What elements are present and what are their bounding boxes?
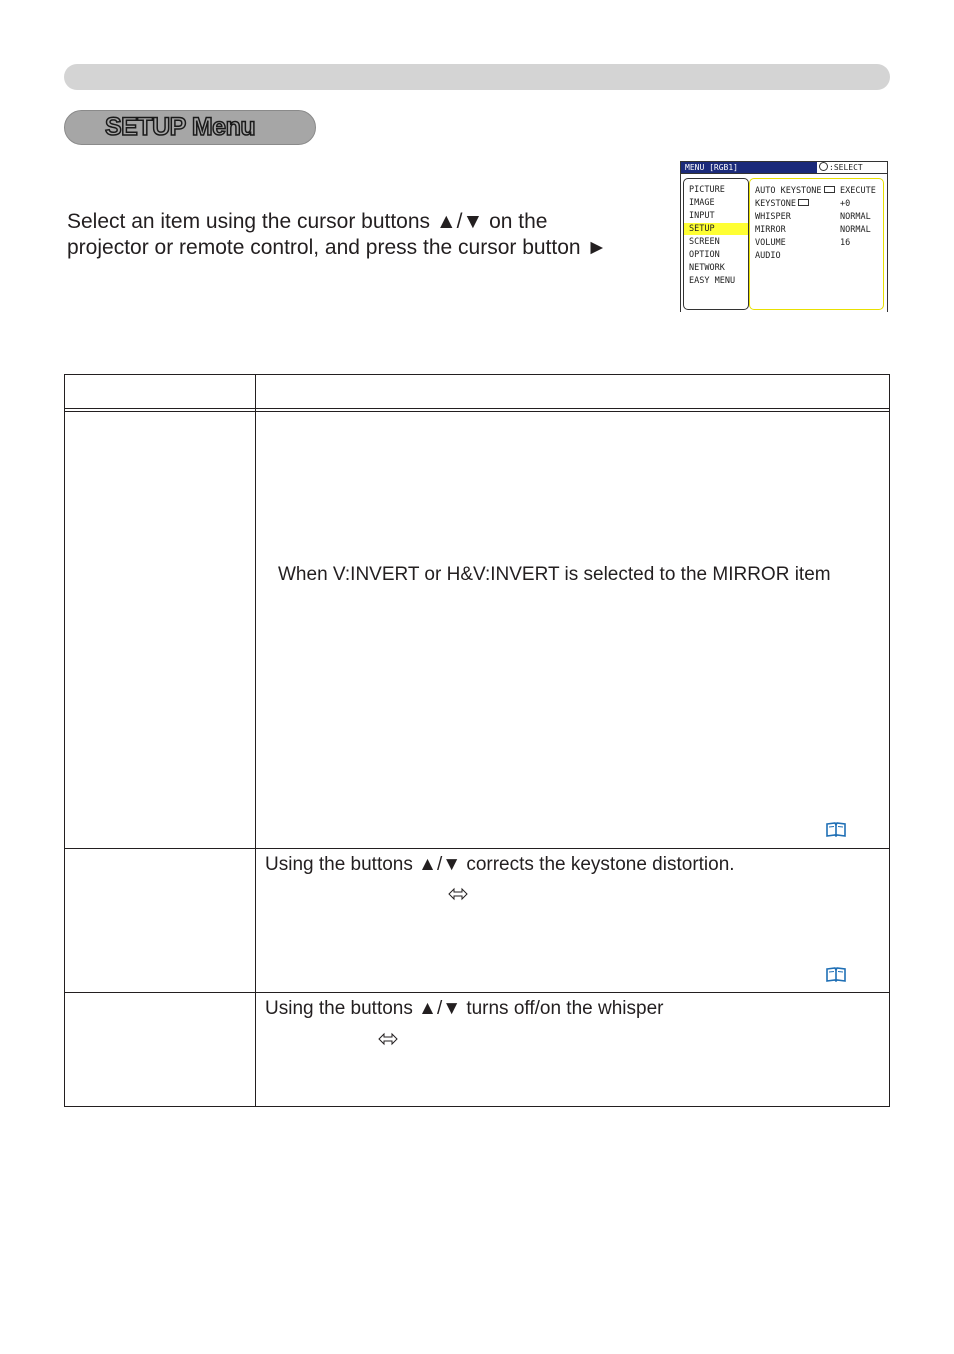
select-knob-icon [819, 162, 828, 171]
osd-header-hint [819, 162, 863, 173]
osd-header-title: MENU [RGB1] [681, 162, 817, 173]
osd-frame-left [680, 174, 681, 312]
mirror-note: When V:INVERT or H&V:INVERT is selected to the MIRROR item [278, 564, 831, 585]
row-divider [65, 848, 889, 849]
header-bar [64, 64, 890, 90]
header-rule [65, 408, 889, 409]
osd-frame-right [887, 174, 888, 312]
keystone-description: Using the buttons ▲/▼ corrects the keystone distortion. [265, 854, 735, 875]
setup-items-table [64, 374, 890, 1107]
osd-submenu-item[interactable]: VOLUME [755, 238, 786, 248]
osd-submenu-item[interactable]: AUDIO [755, 251, 781, 261]
osd-submenu-item[interactable] [755, 198, 809, 210]
keystone-icon [798, 199, 809, 206]
osd-menu-item[interactable]: PICTURE [689, 185, 725, 195]
book-icon[interactable] [826, 822, 846, 837]
whisper-description: Using the buttons ▲/▼ turns off/on the whisper [265, 998, 664, 1019]
osd-menu-screenshot [680, 161, 888, 312]
osd-menu-item-selected[interactable]: SETUP [684, 223, 748, 235]
section-title: SETUP Menu [105, 113, 256, 141]
osd-submenu-value: 16 [840, 238, 851, 248]
osd-menu-item[interactable]: OPTION [689, 250, 720, 260]
osd-header-hint-label: :SELECT [829, 163, 863, 172]
osd-submenu-value: EXECUTE [840, 186, 876, 196]
osd-menu-list [683, 178, 749, 310]
osd-header [680, 161, 888, 174]
osd-menu-item[interactable]: IMAGE [689, 198, 715, 208]
osd-submenu-item[interactable]: WHISPER [755, 212, 791, 222]
column-divider [255, 375, 256, 1106]
intro-line-1: Select an item using the cursor buttons ▲/▼ on the [67, 210, 548, 233]
double-arrow-icon [378, 1032, 398, 1046]
double-arrow-icon [448, 887, 468, 901]
osd-submenu-value: NORMAL [840, 225, 871, 235]
osd-submenu-item[interactable]: MIRROR [755, 225, 786, 235]
osd-menu-item[interactable]: NETWORK [689, 263, 725, 273]
osd-menu-item[interactable]: SCREEN [689, 237, 720, 247]
row-divider [65, 992, 889, 993]
osd-submenu-value: +0 [840, 199, 851, 209]
osd-submenu-label: AUTO KEYSTONE [755, 186, 822, 196]
intro-line-2: projector or remote control, and press the cursor button ► [67, 236, 608, 259]
osd-submenu-item[interactable] [755, 185, 835, 197]
keystone-icon [824, 186, 835, 193]
osd-submenu [749, 178, 884, 310]
osd-submenu-value: NORMAL [840, 212, 871, 222]
header-rule-double [65, 411, 889, 412]
osd-menu-item[interactable]: INPUT [689, 211, 715, 221]
intro-text [67, 209, 667, 261]
book-icon[interactable] [826, 967, 846, 982]
osd-menu-item[interactable]: EASY MENU [689, 276, 736, 286]
section-title-badge [64, 110, 316, 145]
osd-submenu-label: KEYSTONE [755, 199, 796, 209]
